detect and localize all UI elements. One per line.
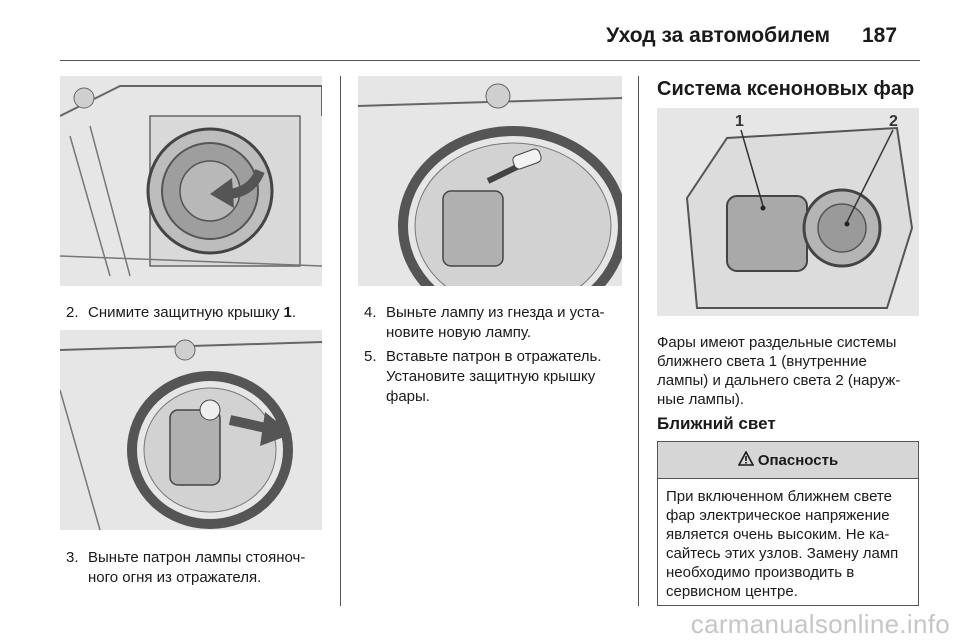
step-4-text: Выньте лампу из гнезда и уста-новите новую лампу. <box>386 304 605 341</box>
step-3 <box>66 548 334 588</box>
page-title: Уход за автомобилем <box>606 24 830 47</box>
warning-box <box>657 441 919 606</box>
watermark: carmanualsonline.info <box>690 609 950 639</box>
page-header <box>0 0 960 62</box>
warning-title: Опасность <box>757 451 839 469</box>
figure-xenon-headlamp <box>657 108 919 316</box>
warning-text: При включенном ближнем свете фар электрическое напряжение является очень высоким. Не ка-сайтесь этих узлов. Замену ламп необходимо производить в сервисном центре. <box>666 488 899 600</box>
low-beam-heading: Ближний свет <box>657 414 776 433</box>
figure-bulb-replacement <box>358 76 622 286</box>
step-3-text: Выньте патрон лампы стояноч-ного огня из отражателя. <box>88 549 306 586</box>
column-divider-left <box>340 76 341 606</box>
figure-socket-removal <box>60 330 322 530</box>
xenon-description: Фары имеют раздельные системы ближнего света 1 (внутренние лампы) и дальнего света 2 (наруж-ные лампы). <box>657 334 901 408</box>
step-2 <box>66 303 334 323</box>
step-2-text: Снимите защитную крышку 1. <box>88 304 297 321</box>
step-2-number: 2. <box>66 304 79 321</box>
step-4-number: 4. <box>364 304 377 321</box>
step-4 <box>364 303 632 343</box>
figure-cap-removal <box>60 76 322 286</box>
step-5 <box>364 347 632 407</box>
step-5-number: 5. <box>364 348 377 365</box>
warning-header <box>658 442 918 479</box>
page-number: 187 <box>862 24 898 47</box>
section-title: Система ксеноновых фар <box>657 78 915 100</box>
column-divider-right <box>638 76 639 606</box>
figure-label-2: 2 <box>889 113 898 130</box>
figure-label-1: 1 <box>735 113 744 130</box>
step-3-number: 3. <box>66 549 79 566</box>
warning-triangle-icon <box>738 451 754 470</box>
step-5-text: Вставьте патрон в отражатель. Установите защитную крышку фары. <box>386 348 602 405</box>
header-divider <box>60 60 920 61</box>
